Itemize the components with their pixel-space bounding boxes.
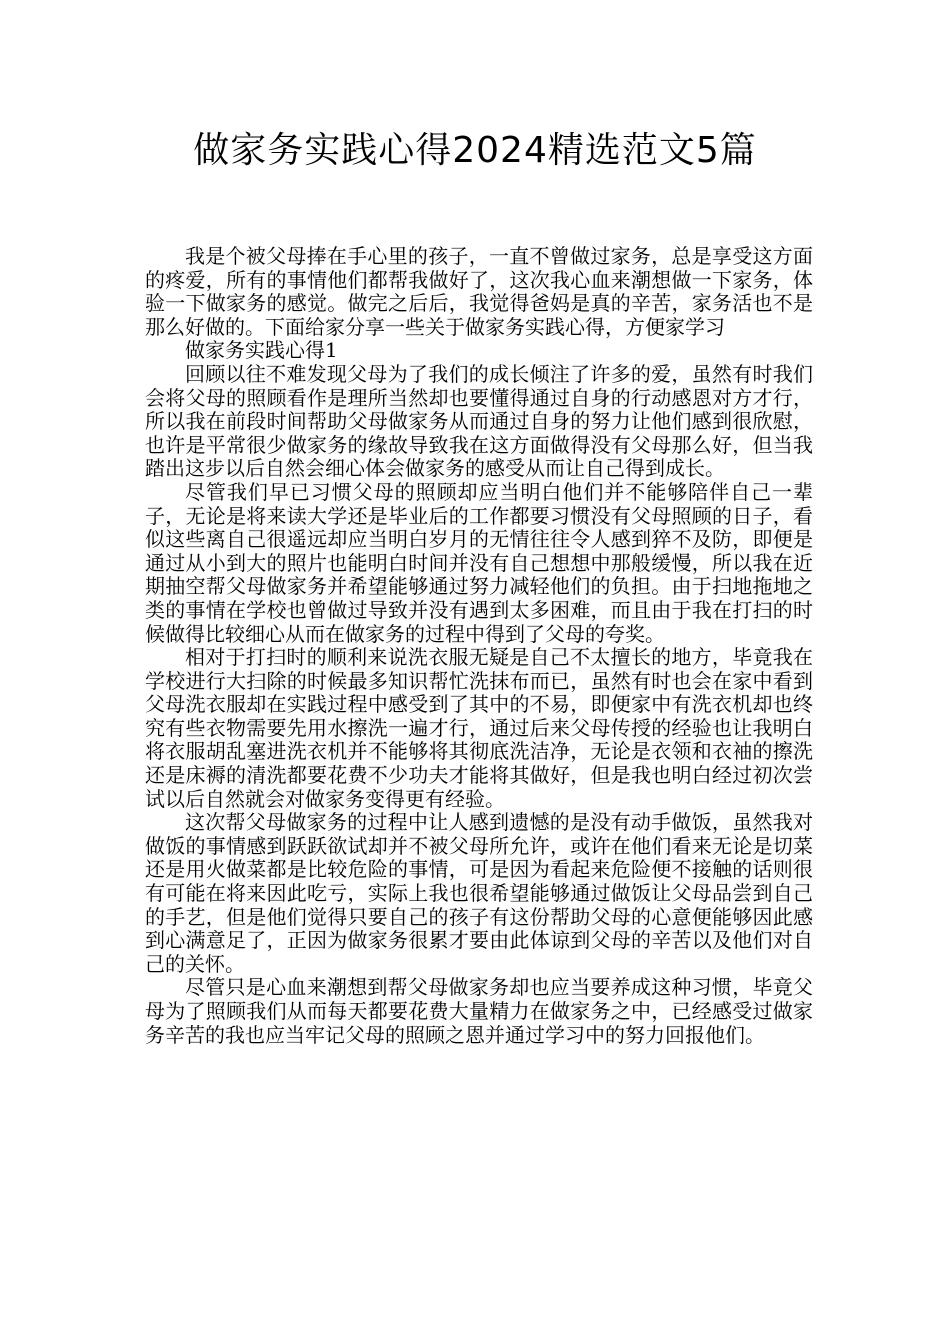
paragraph: 尽管只是心血来潮想到帮父母做家务却也应当要养成这种习惯，毕竟父母为了照顾我们从而每天都要花费大量精力在做家务之中，已经感受过做家务辛苦的我也应当牢记父母的照顾之恩并通过学习中的努力回报他们。 <box>145 975 813 1047</box>
section-heading: 做家务实践心得1 <box>185 338 338 363</box>
paragraph-intro: 我是个被父母捧在手心里的孩子，一直不曾做过家务，总是享受这方面的疼爱，所有的事情他们都帮我做好了，这次我心血来潮想做一下家务，体验一下做家务的感觉。做完之后后，我觉得爸妈是真的辛苦，家务活也不是那么好做的。下面给家分享一些关于做家务实践心得，方便家学习 <box>145 244 813 339</box>
paragraph: 相对于打扫时的顺利来说洗衣服无疑是自己不太擅长的地方，毕竟我在学校进行大扫除的时候最多知识帮忙洗抹布而已，虽然有时也会在家中看到父母洗衣服却在实践过程中感受到了其中的不易，即便家中有洗衣机却也终究有些衣物需要先用水擦洗一遍才行，通过后来父母传授的经验也让我明白将衣服胡乱塞进洗衣机并不能够将其彻底洗洁净，无论是衣领和衣袖的擦洗还是床褥的清洗都要花费不少功夫才能将其做好，但是我也明白经过初次尝试以后自然就会对做家务变得更有经验。 <box>145 645 813 811</box>
document-title: 做家务实践心得2024精选范文5篇 <box>193 130 757 171</box>
paragraph: 回顾以往不难发现父母为了我们的成长倾注了许多的爱，虽然有时我们会将父母的照顾看作是理所当然却也要懂得通过自身的行动感恩对方才行，所以我在前段时间帮助父母做家务从而通过自身的努力让他们感到很欣慰，也许是平常很少做家务的缘故导致我在这方面做得没有父母那么好，但当我踏出这步以后自然会细心体会做家务的感受从而让自己得到成长。 <box>145 361 813 481</box>
paragraph: 尽管我们早已习惯父母的照顾却应当明白他们并不能够陪伴自己一辈子，无论是将来读大学还是毕业后的工作都要习惯没有父母照顾的日子，看似这些离自己很遥远却应当明白岁月的无情往往令人感到猝不及防，即便是通过从小到大的照片也能明白时间并没有自己想想中那般缓慢，所以我在近期抽空帮父母做家务并希望能够通过努力减轻他们的负担。由于扫地拖地之类的事情在学校也曾做过导致并没有遇到太多困难，而且由于我在打扫的时候做得比较细心从而在做家务的过程中得到了父母的夸奖。 <box>145 479 813 646</box>
document-body <box>145 245 813 1047</box>
paragraph: 这次帮父母做家务的过程中让人感到遗憾的是没有动手做饭，虽然我对做饭的事情感到跃跃欲试却并不被父母所允许，或许在他们看来无论是切菜还是用火做菜都是比较危险的事情，可是因为看起来危险便不接触的话则很有可能在将来因此吃亏，实际上我也很希望能够通过做饭让父母品尝到自己的手艺，但是他们觉得只要自己的孩子有这份帮助父母的心意便能够因此感到心满意足了，正因为做家务很累才要由此体谅到父母的辛苦以及他们对自己的关怀。 <box>145 810 813 976</box>
